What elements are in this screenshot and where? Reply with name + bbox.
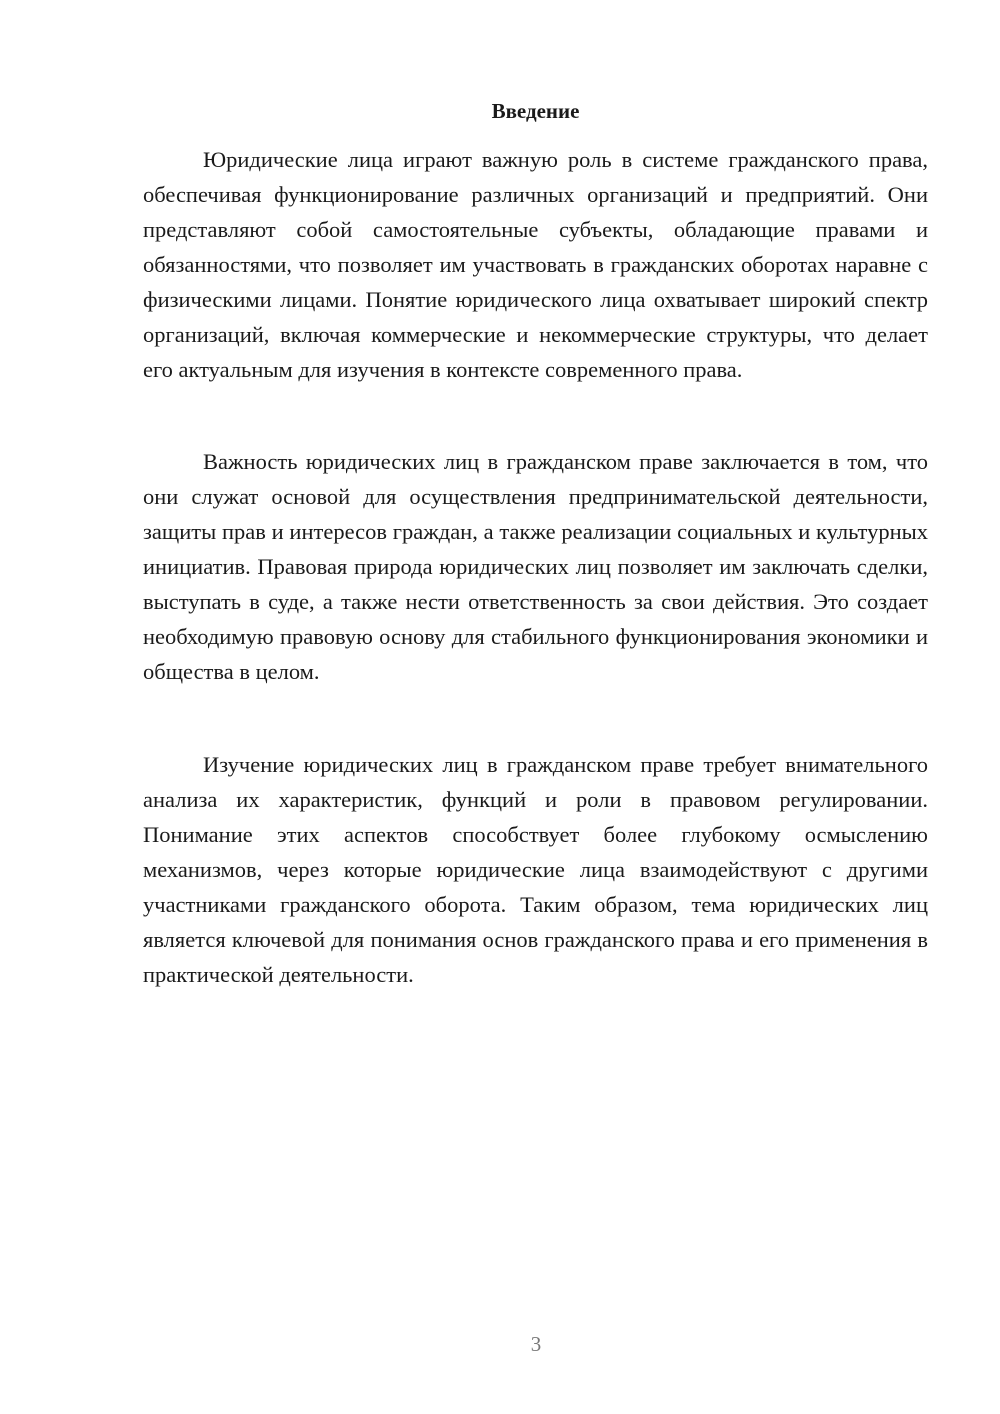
section-title: Введение (491, 99, 580, 123)
paragraph-2: Важность юридических лиц в гражданском праве заключается в том, что они служат основой для осуществления предпринимательской деятельности, защиты прав и интересов граждан, а также реализации социальных и культурных инициатив. Правовая природа юридических лиц позволяет им заключать сделки, выступать в суде, а также нести ответственность за свои действия. Это создает необходимую правовую основу для стабильного функционирования экономики и общества в целом. (143, 449, 928, 684)
page-number: 3 (530, 1332, 542, 1356)
paragraph-3: Изучение юридических лиц в гражданском праве требует внимательного анализа их характеристик, функций и роли в правовом регулировании. Понимание этих аспектов способствует более глубокому осмыслению механизмов, через которые юридические лица взаимодействуют с другими участниками гражданского оборота. Таким образом, тема юридических лиц является ключевой для понимания основ гражданского права и его применения в практической деятельности. (143, 752, 928, 987)
paragraph-1: Юридические лица играют важную роль в системе гражданского права, обеспечивая функционирование различных организаций и предприятий. Они представляют собой самостоятельные субъекты, обладающие правами и обязанностями, что позволяет им участвовать в гражданских оборотах наравне с физическими лицами. Понятие юридического лица охватывает широкий спектр организаций, включая коммерческие и некоммерческие структуры, что делает его актуальным для изучения в контексте современного права. (143, 147, 928, 382)
